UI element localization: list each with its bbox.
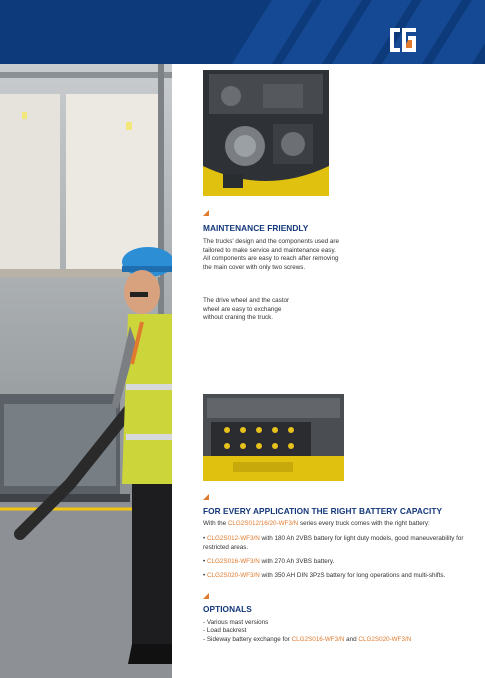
optionals-item: - Load backrest xyxy=(203,627,247,635)
battery-item xyxy=(203,572,473,581)
battery-item-model: CLG2S012-WF3/N xyxy=(206,535,260,542)
bullet: • xyxy=(203,535,207,542)
bullet: • xyxy=(203,558,207,565)
section-marker xyxy=(203,494,209,500)
battery-intro-model: CLG2S012/16/20-WF3/N xyxy=(227,520,299,527)
bullet: • xyxy=(203,572,207,579)
optionals-item-model: CLG2S020-WF3/N xyxy=(358,635,412,643)
battery-compartment-photo xyxy=(203,394,344,481)
battery-item-text: with 270 Ah 3VBS battery. xyxy=(259,558,335,565)
battery-item xyxy=(203,535,473,552)
maintenance-paragraph-2: The drive wheel and the castor wheel are easy to exchange without craning the truck. xyxy=(203,297,290,322)
battery-item-text: with 350 AH DIN 3PzS battery for long operations and multi-shifts. xyxy=(259,572,446,579)
maintenance-paragraph-1: The trucks' design and the components used are tailored to make service and maintenance easy. All components are easy to reach after removing the main cover with only two screws. xyxy=(203,238,339,271)
optionals-title: OPTIONALS xyxy=(203,604,252,614)
section-marker xyxy=(203,593,209,599)
battery-title: FOR EVERY APPLICATION THE RIGHT BATTERY CAPACITY xyxy=(203,506,443,516)
battery-item xyxy=(203,558,473,567)
maintenance-title: MAINTENANCE FRIENDLY xyxy=(203,223,309,233)
battery-item-model: CLG2S016-WF3/N xyxy=(206,558,260,565)
header-band xyxy=(0,0,485,64)
brand-logo-icon xyxy=(388,26,418,54)
optionals-item-model: CLG2S016-WF3/N xyxy=(291,635,345,643)
section-marker xyxy=(203,210,209,216)
battery-intro-suffix: series every truck comes with the right battery: xyxy=(298,520,430,527)
optionals-item xyxy=(203,636,473,644)
battery-item-text: with 180 Ah 2VBS battery for light duty models, good maneuverability for restricted areas. xyxy=(203,535,464,551)
optionals-item: - Various mast versions xyxy=(203,619,269,626)
warehouse-worker-photo xyxy=(0,64,172,678)
battery-intro xyxy=(203,520,478,529)
battery-item-model: CLG2S020-WF3/N xyxy=(206,572,260,579)
truck-components-photo xyxy=(203,70,329,196)
optionals-item-prefix: - Sideway battery exchange for xyxy=(203,635,292,643)
optionals-item-and: and xyxy=(344,635,359,643)
optionals-list xyxy=(203,619,473,644)
battery-intro-prefix: With the xyxy=(203,520,228,527)
